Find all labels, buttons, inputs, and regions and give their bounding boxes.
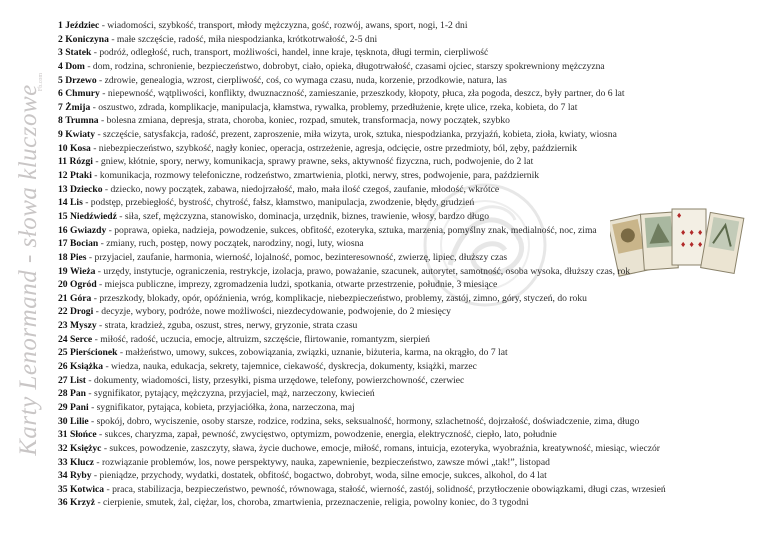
list-item	[58, 496, 764, 510]
card-name: Ptaki	[70, 170, 92, 182]
card-name: Pani	[70, 401, 89, 413]
card-name: Myszy	[70, 320, 97, 332]
card-name: Statek	[65, 47, 92, 59]
list-item	[58, 319, 764, 333]
card-name: List	[70, 374, 86, 386]
card-number: 17	[58, 238, 68, 250]
card-keywords: - podróż, odległość, ruch, transport, możliwości, handel, inne kraje, tęsknota, długi termin, cierpliwość	[91, 47, 489, 59]
card-number: 30	[58, 415, 68, 427]
card-name: Wieża	[70, 265, 96, 277]
svg-text:♦: ♦	[676, 212, 683, 220]
card-number: 32	[58, 442, 68, 454]
card-name: Kotwica	[70, 483, 105, 495]
card-number: 19	[58, 265, 68, 277]
card-number: 23	[58, 320, 68, 332]
card-keywords: - rozwiązanie problemów, los, nowe perspektywy, nauka, zapewnienie, bezpieczeństwo, zawsze mówi „tak!”, listopad	[93, 456, 550, 468]
card-number: 16	[58, 224, 68, 236]
card-name: Księżyc	[70, 442, 102, 454]
card-number: 2	[58, 33, 63, 45]
list-item	[58, 196, 764, 210]
list-item	[58, 128, 764, 142]
list-item	[58, 101, 764, 115]
card-name: Jeździec	[65, 20, 100, 31]
card-name: Bocian	[70, 238, 99, 250]
card-number: 25	[58, 347, 68, 359]
list-item	[58, 415, 764, 429]
card-name: Lilie	[70, 415, 89, 427]
card-keywords: - niepewność, wątpliwości, konflikty, dwuznaczność, zamieszanie, przeszkody, kłopoty, płuca, zła pogoda, deszcz, były partner, do 6 lat	[99, 88, 625, 100]
list-item	[58, 278, 764, 292]
card-number: 13	[58, 183, 68, 195]
card-number: 11	[58, 156, 68, 168]
card-keywords: - strata, kradzież, zguba, oszust, stres, nerwy, gryzonie, strata czasu	[96, 320, 358, 332]
card-keywords: - sygnifikator, pytająca, kobieta, przyjaciółka, żona, narzeczona, maj	[88, 401, 355, 413]
list-item	[58, 333, 764, 347]
list-item	[58, 360, 764, 374]
card-keywords: - oszustwo, zdrada, komplikacje, manipulacja, kłamstwa, rywalka, problemy, przedłużenie, kręte ulice, rzeka, kobieta, do 7 lat	[90, 101, 578, 113]
card-number: 33	[58, 456, 68, 468]
card-number: 31	[58, 429, 68, 441]
card-number: 36	[58, 497, 68, 509]
list-item	[58, 87, 764, 101]
list-item	[58, 387, 764, 401]
card-number: 15	[58, 210, 68, 222]
keyword-list	[58, 19, 764, 510]
card-keywords: - sukces, powodzenie, zaszczyty, sława, życie duchowe, emocje, miłość, romans, intuicja, ezoteryka, wyobraźnia, kreatywność, miesiąc, wieczór	[101, 442, 660, 454]
side-title-text: Karty Lenormand - słowa kluczowe	[15, 84, 42, 456]
card-keywords: - komunikacja, rozmowy telefoniczne, rodzeństwo, zmartwienia, plotki, nerwy, stres, podwojenie, para, październik	[91, 170, 540, 182]
card-name: Pan	[70, 388, 86, 400]
card-number: 21	[58, 292, 68, 304]
card-number: 4	[58, 60, 63, 72]
list-item	[58, 224, 764, 238]
card-keywords: - pieniądze, przychody, wydatki, dostatek, obfitość, bogactwo, dobrobyt, woda, silne emocje, sukces, alkohol, do 4 lat	[91, 470, 547, 482]
card-keywords: - miłość, radość, uczucia, emocje, altruizm, szczęście, flirtowanie, romantyzm, sierpień	[92, 333, 430, 345]
card-keywords: - małżeństwo, umowy, sukces, zobowiązania, związki, uznanie, biżuteria, karma, na okrągło, do 7 lat	[117, 347, 508, 359]
card-keywords: - zmiany, ruch, postęp, nowy początek, narodziny, nogi, luty, wiosna	[98, 238, 364, 250]
card-keywords: - spokój, dobro, wyciszenie, osoby starsze, rodzice, rodzina, seks, seksualność, hormony, szlachetność, dojrzałość, doświadczenie, zima, długo	[88, 415, 640, 427]
card-keywords: - gniew, kłótnie, spory, nerwy, komunikacja, sprawy prawne, seks, aktywność fizyczna, ruch, podwojenie, do 2 lat	[92, 156, 534, 168]
list-item	[58, 401, 764, 415]
list-item	[58, 292, 764, 306]
card-number: 35	[58, 483, 68, 495]
card-number: 18	[58, 251, 68, 263]
side-small-label: Fb.com	[38, 72, 44, 92]
list-item	[58, 33, 764, 47]
card-name: Niedźwiedź	[70, 210, 117, 222]
list-item	[58, 374, 764, 388]
list-item	[58, 346, 764, 360]
list-item	[58, 183, 764, 197]
card-name: Książka	[70, 361, 104, 373]
card-name: Żmija	[65, 101, 91, 113]
svg-text:♦ ♦ ♦: ♦ ♦ ♦	[680, 229, 704, 237]
card-name: Drzewo	[65, 74, 97, 86]
card-number: 8	[58, 115, 63, 127]
list-item	[58, 169, 764, 183]
card-keywords: - sukces, charyzma, zapał, pewność, zwycięstwo, optymizm, powodzenie, energia, elektryczność, ciepło, lato, południe	[96, 429, 557, 441]
card-keywords: - wiadomości, szybkość, transport, młody mężczyzna, gość, rozwój, awans, sport, nogi, 1-2 dni	[99, 20, 468, 31]
list-item	[58, 251, 764, 265]
card-keywords: - przyjaciel, zaufanie, harmonia, wierność, lojalność, pomoc, bezinteresowność, zwierzę, lipiec, dłuższy czas	[86, 251, 508, 263]
card-name: Rózgi	[69, 156, 93, 168]
card-number: 26	[58, 361, 68, 373]
list-item	[58, 155, 764, 169]
card-name: Drogi	[70, 306, 94, 318]
svg-text:♦ ♦ ♦: ♦ ♦ ♦	[680, 241, 704, 249]
list-item	[58, 483, 764, 497]
side-title	[14, 40, 44, 500]
list-item	[58, 265, 764, 279]
card-name: Pies	[70, 251, 87, 263]
card-name: Ogród	[70, 279, 97, 291]
card-number: 27	[58, 374, 68, 386]
card-name: Kosa	[70, 142, 91, 154]
card-number: 6	[58, 88, 63, 100]
card-name: Słońce	[70, 429, 97, 441]
card-number: 10	[58, 142, 68, 154]
card-name: Dom	[65, 60, 85, 72]
list-item	[58, 237, 764, 251]
card-keywords: - bolesna zmiana, depresja, strata, choroba, koniec, rozpad, smutek, transformacja, nowy początek, szybko	[98, 115, 510, 127]
card-name: Ryby	[70, 470, 92, 482]
card-name: Góra	[70, 292, 92, 304]
card-name: Koniczyna	[65, 33, 109, 45]
card-number: 3	[58, 47, 63, 59]
card-keywords: - praca, stabilizacja, bezpieczeństwo, pewność, równowaga, stałość, wierność, zastój, solidność, przytłoczenie obowiązkami, długi czas, wrzesień	[104, 483, 666, 495]
card-keywords: - wiedza, nauka, edukacja, sekrety, tajemnice, ciekawość, dyskrecja, dokumenty, książki, marzec	[103, 361, 477, 373]
list-item	[58, 60, 764, 74]
list-item	[58, 19, 764, 33]
card-number: 1	[58, 20, 63, 31]
list-item	[58, 46, 764, 60]
card-keywords: - dom, rodzina, schronienie, bezpieczeństwo, dobrobyt, ciało, opieka, długotrwałość, czasami ojciec, starszy spokrewniony mężczyzna	[84, 60, 605, 72]
card-keywords: - urzędy, instytucje, ograniczenia, restrykcje, izolacja, prawo, poważanie, szacunek, autorytet, samotność, osoba wysoka, dłuższy czas, rok	[95, 265, 631, 277]
card-name: Klucz	[70, 456, 94, 468]
card-name: Trumna	[65, 115, 99, 127]
card-keywords: - przeszkody, blokady, opór, opóźnienia, wróg, komplikacje, niebezpieczeństwo, problemy, zastój, zimno, góry, styczeń, do roku	[91, 292, 587, 304]
card-name: Serce	[70, 333, 93, 345]
list-item	[58, 142, 764, 156]
list-item	[58, 469, 764, 483]
card-number: 7	[58, 101, 63, 113]
card-number: 12	[58, 170, 68, 182]
card-keywords: - dokumenty, wiadomości, listy, przesyłki, pisma urzędowe, telefony, powierzchowność, czerwiec	[86, 374, 465, 386]
card-number: 28	[58, 388, 68, 400]
card-name: Pierścionek	[70, 347, 118, 359]
list-item	[58, 114, 764, 128]
card-number: 34	[58, 470, 68, 482]
list-item	[58, 210, 764, 224]
card-number: 5	[58, 74, 63, 86]
card-keywords: - zdrowie, genealogia, wzrost, cierpliwość, coś, co wymaga czasu, nuda, korzenie, przodkowie, natura, las	[96, 74, 507, 86]
card-name: Kwiaty	[65, 129, 96, 141]
card-keywords: - decyzje, wybory, podróże, nowe możliwości, niezdecydowanie, podwojenie, do 2 miesięcy	[93, 306, 451, 318]
card-number: 9	[58, 129, 63, 141]
card-keywords: - miejsca publiczne, imprezy, zgromadzenia ludzi, spotkania, otwarte przestrzenie, południe, 3 miesiące	[96, 279, 498, 291]
card-keywords: - podstęp, przebiegłość, bystrość, chytrość, fałsz, kłamstwo, manipulacja, zwodzenie, błędy, grudzień	[82, 197, 475, 209]
list-item	[58, 442, 764, 456]
card-keywords: - cierpienie, smutek, żal, ciężar, los, choroba, zmartwienia, przeznaczenie, religia, powolny koniec, do 3 tygodni	[95, 497, 529, 509]
card-name: Chmury	[65, 88, 100, 100]
card-keywords: - niebezpieczeństwo, szybkość, nagły koniec, operacja, ostrzeżenie, agresja, odcięcie, ostre przedmioty, ból, zęby, październik	[90, 142, 578, 154]
card-keywords: - siła, szef, mężczyzna, stanowisko, dominacja, urzędnik, biznes, trawienie, włosy, bardzo długo	[116, 210, 489, 222]
card-number: 29	[58, 401, 68, 413]
card-name: Krzyż	[70, 497, 96, 509]
card-keywords: - poprawa, opieka, nadzieja, powodzenie, sukces, obfitość, ezoteryka, sztuka, marzenia, pomyślny znak, medialność, noc, zima	[106, 224, 597, 236]
card-number: 14	[58, 197, 68, 209]
list-item	[58, 456, 764, 470]
card-name: Dziecko	[70, 183, 103, 195]
list-item	[58, 305, 764, 319]
list-item	[58, 428, 764, 442]
card-name: Lis	[70, 197, 83, 209]
card-number: 20	[58, 279, 68, 291]
card-keywords: - dziecko, nowy początek, zabawa, niedojrzałość, mało, mała ilość czegoś, zaufanie, młodość, wkrótce	[102, 183, 500, 195]
card-keywords: - szczęście, satysfakcja, radość, prezent, zaproszenie, miła wizyta, urok, sztuka, niespodzianka, przyjaźń, kobieta, zioła, kwiaty, wiosna	[95, 129, 617, 141]
card-keywords: - sygnifikator, pytający, mężczyzna, przyjaciel, mąż, narzeczony, kwiecień	[86, 388, 375, 400]
card-number: 22	[58, 306, 68, 318]
card-name: Gwiazdy	[70, 224, 107, 236]
card-keywords: - małe szczęście, radość, miła niespodzianka, krótkotrwałość, 2-5 dni	[108, 33, 378, 45]
card-number: 24	[58, 333, 68, 345]
list-item	[58, 74, 764, 88]
